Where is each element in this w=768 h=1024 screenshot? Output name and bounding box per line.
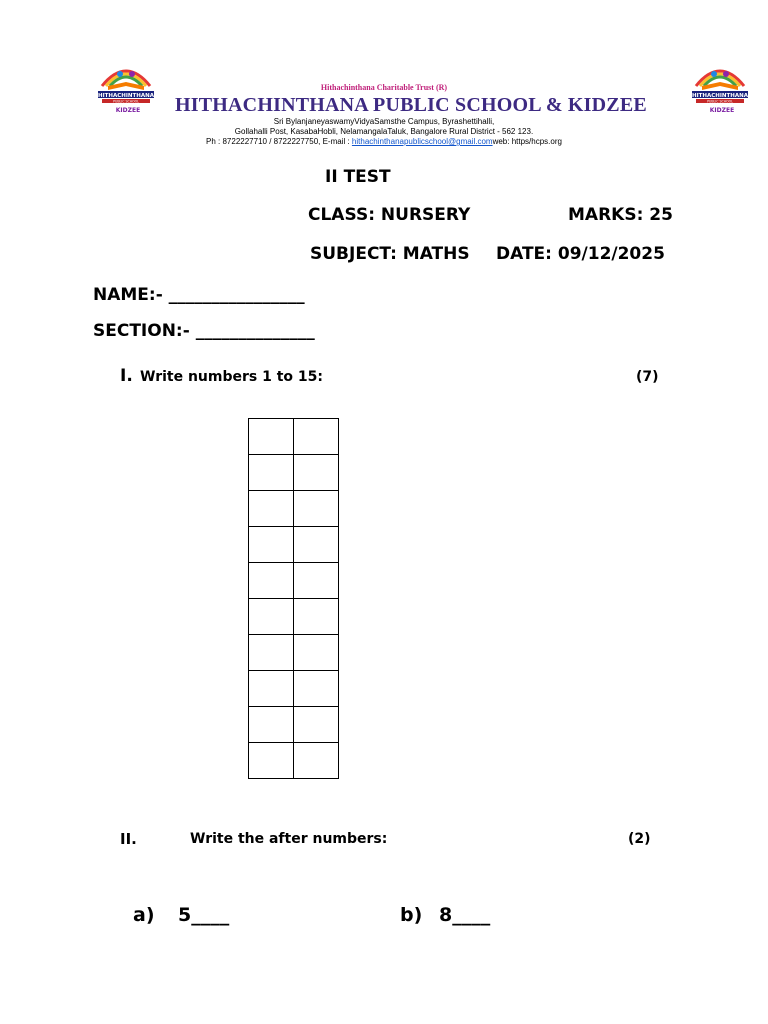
section-field[interactable]: SECTION:- ______________	[93, 321, 315, 341]
svg-text:KIDZEE: KIDZEE	[709, 107, 735, 114]
grid-cell[interactable]	[294, 419, 339, 455]
school-name: HITHACHINTHANA PUBLIC SCHOOL & KIDZEE	[175, 94, 647, 116]
grid-row	[249, 455, 339, 491]
grid-row	[249, 491, 339, 527]
grid-row	[249, 527, 339, 563]
number-writing-grid	[248, 418, 339, 779]
grid-cell[interactable]	[249, 527, 294, 563]
question-1-text: Write numbers 1 to 15:	[140, 369, 323, 385]
exam-title: II TEST	[325, 167, 391, 187]
item-a-label: a)	[133, 904, 155, 926]
question-2-text: Write the after numbers:	[190, 831, 388, 847]
email-link[interactable]: hithachinthanapublicschool@gmail.com	[351, 137, 493, 146]
svg-text:HITHACHINTHANA: HITHACHINTHANA	[97, 93, 155, 99]
address-line-1: Sri BylanjaneyaswamyVidyaSamsthe Campus, Byrashettihalli,	[273, 117, 495, 126]
grid-cell[interactable]	[294, 527, 339, 563]
grid-cell[interactable]	[249, 491, 294, 527]
grid-cell[interactable]	[294, 743, 339, 779]
grid-row	[249, 563, 339, 599]
question-2-number: II.	[120, 830, 137, 848]
question-2-marks: (2)	[628, 831, 651, 847]
class-label: CLASS: NURSERY	[308, 205, 471, 225]
grid-cell[interactable]	[294, 707, 339, 743]
subject-label: SUBJECT: MATHS	[310, 244, 470, 264]
grid-cell[interactable]	[249, 455, 294, 491]
address-line-2: Gollahalli Post, KasabaHobli, NelamangalaTaluk, Bangalore Rural District - 562 123.	[234, 127, 534, 136]
grid-cell[interactable]	[294, 455, 339, 491]
date-label: DATE: 09/12/2025	[496, 244, 665, 264]
grid-cell[interactable]	[294, 671, 339, 707]
svg-text:HITHACHINTHANA: HITHACHINTHANA	[691, 93, 749, 99]
trust-name: Hithachinthana Charitable Trust (R)	[320, 83, 448, 92]
grid-row	[249, 707, 339, 743]
grid-row	[249, 599, 339, 635]
question-1-marks: (7)	[636, 369, 659, 385]
marks-label: MARKS: 25	[568, 205, 673, 225]
grid-cell[interactable]	[249, 743, 294, 779]
grid-cell[interactable]	[249, 707, 294, 743]
grid-cell[interactable]	[294, 491, 339, 527]
grid-cell[interactable]	[249, 419, 294, 455]
grid-cell[interactable]	[294, 635, 339, 671]
grid-cell[interactable]	[249, 599, 294, 635]
grid-row	[249, 635, 339, 671]
grid-cell[interactable]	[294, 599, 339, 635]
phone-text: Ph : 8722227710 / 8722227750, E-mail :	[206, 137, 352, 146]
grid-cell[interactable]	[249, 671, 294, 707]
grid-cell[interactable]	[249, 563, 294, 599]
svg-text:KIDZEE: KIDZEE	[115, 107, 141, 114]
website-text: web: https/hcps.org	[492, 137, 562, 146]
question-1-number: I.	[120, 366, 133, 386]
grid-row	[249, 743, 339, 779]
item-a-answer[interactable]: 5____	[178, 904, 230, 926]
grid-cell[interactable]	[294, 563, 339, 599]
svg-text:PUBLIC SCHOOL: PUBLIC SCHOOL	[707, 99, 733, 104]
grid-cell[interactable]	[249, 635, 294, 671]
name-field[interactable]: NAME:- ________________	[93, 285, 305, 305]
item-b-answer[interactable]: 8____	[439, 904, 491, 926]
grid-row	[249, 671, 339, 707]
svg-text:PUBLIC SCHOOL: PUBLIC SCHOOL	[113, 99, 139, 104]
item-b-label: b)	[400, 904, 423, 926]
contact-line	[0, 137, 768, 146]
grid-row	[249, 419, 339, 455]
